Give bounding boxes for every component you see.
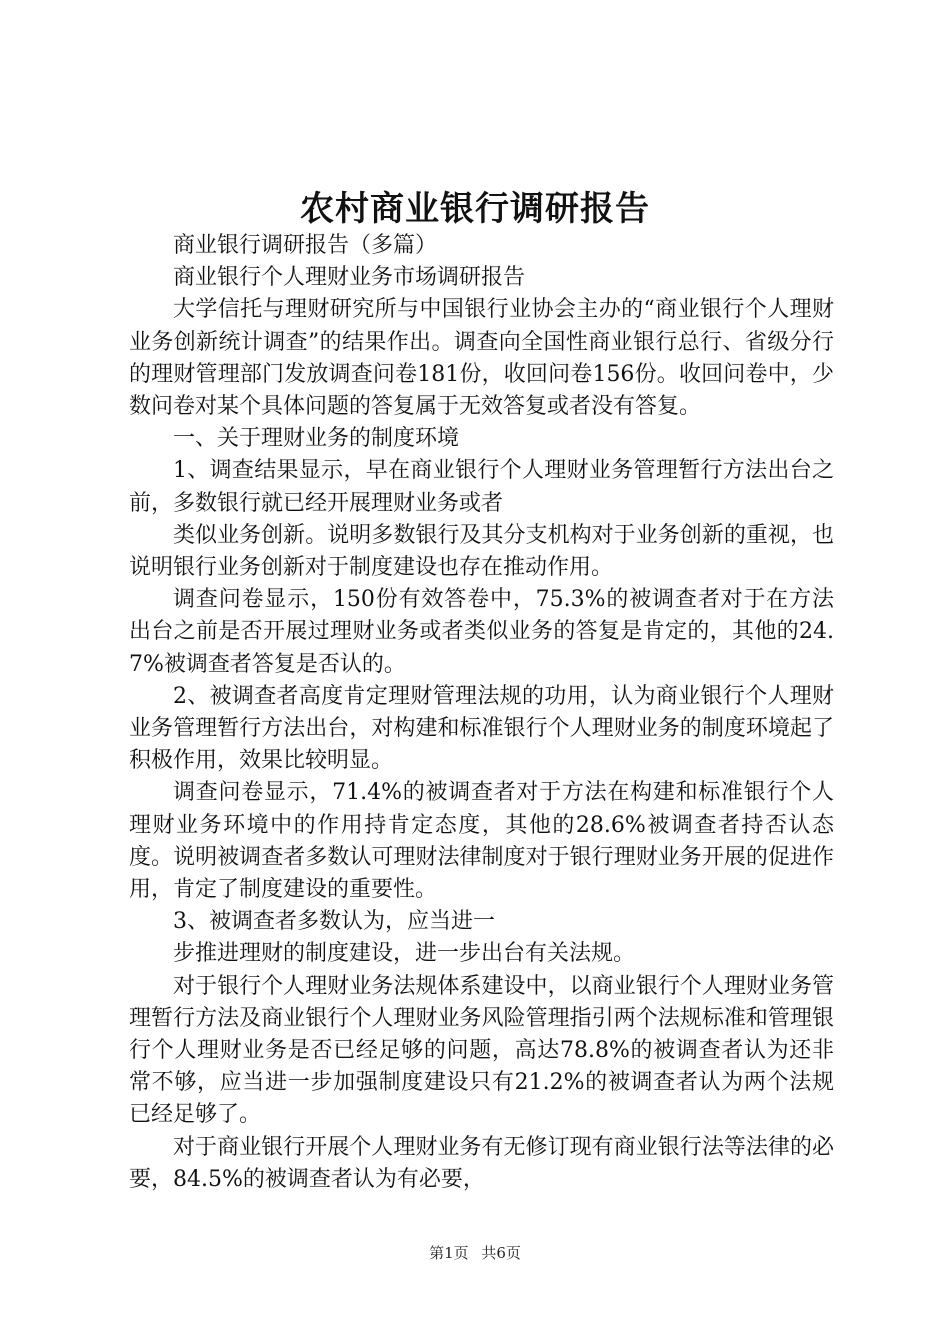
page-total: 共6页	[481, 1244, 521, 1262]
page-footer	[0, 1243, 950, 1263]
paragraph: 类似业务创新。说明多数银行及其分支机构对于业务创新的重视，也说明银行业务创新对于制度建设也存在推动作用。	[129, 522, 834, 581]
paragraph: 调查问卷显示，71.4%的被调查者对于方法在构建和标准银行个人理财业务环境中的作用持肯定态度，其他的28.6%被调查者持否认态度。说明被调查者多数认可理财法律制度对于银行理财业务开展的促进作用，肯定了制度建设的重要性。	[129, 780, 834, 903]
document-body	[129, 230, 834, 1196]
paragraph: 大学信托与理财研究所与中国银行业协会主办的“商业银行个人理财业务创新统计调查”的结果作出。调查向全国性商业银行总行、省级分行的理财管理部门发放调查问卷181份，收回问卷156份。收回问卷中，少数问卷对某个具体问题的答复属于无效答复或者没有答复。	[129, 297, 834, 420]
paragraph: 3、被调查者多数认为，应当进一	[173, 909, 495, 935]
paragraph: 商业银行调研报告（多篇）	[173, 233, 438, 258]
paragraph: 2、被调查者高度肯定理财管理法规的功用，认为商业银行个人理财业务管理暂行方法出台，对构建和标准银行个人理财业务的制度环境起了积极作用，效果比较明显。	[129, 683, 834, 774]
page-number: 第1页	[429, 1244, 469, 1262]
section-heading: 一、关于理财业务的制度环境	[173, 426, 460, 452]
paragraph: 步推进理财的制度建设，进一步出台有关法规。	[173, 941, 636, 967]
page-title: 农村商业银行调研报告	[300, 189, 650, 229]
paragraph: 1、调查结果显示，早在商业银行个人理财业务管理暂行方法出台之前，多数银行就已经开展理财业务或者	[129, 458, 834, 516]
paragraph: 对于商业银行开展个人理财业务有无修订现有商业银行法等法律的必要，84.5%的被调查者认为有必要，	[129, 1134, 834, 1192]
paragraph: 对于银行个人理财业务法规体系建设中，以商业银行个人理财业务管理暂行方法及商业银行个人理财业务风险管理指引两个法规标准和管理银行个人理财业务是否已经足够的问题，高达78.8%的被调查者认为还非常不够，应当进一步加强制度建设只有21.2%的被调查者认为两个法规已经足够了。	[129, 973, 834, 1128]
paragraph: 调查问卷显示，150份有效答卷中，75.3%的被调查者对于在方法出台之前是否开展过理财业务或者类似业务的答复是肯定的，其他的24.7%被调查者答复是否认的。	[129, 587, 834, 677]
paragraph: 商业银行个人理财业务市场调研报告	[173, 265, 526, 291]
